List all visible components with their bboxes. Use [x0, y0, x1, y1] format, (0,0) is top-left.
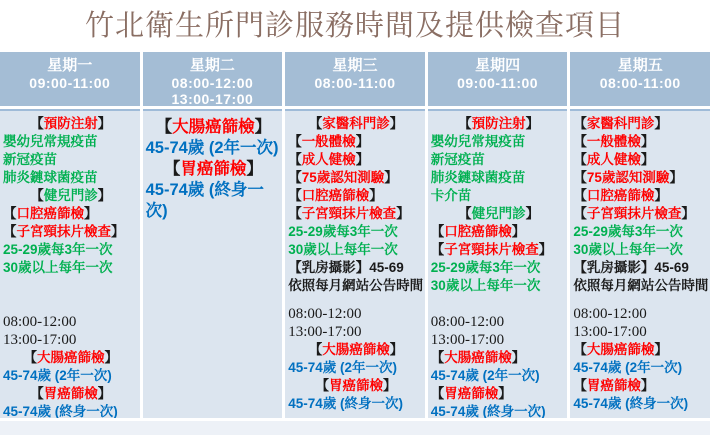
bracket: 【	[573, 206, 587, 221]
schedule-item	[3, 133, 139, 151]
schedule-item	[573, 187, 709, 205]
bracket: 【	[23, 350, 38, 365]
schedule-item	[288, 305, 424, 323]
bracket: 【	[573, 116, 587, 131]
schedule-item	[288, 241, 424, 259]
schedule-item	[573, 277, 709, 295]
schedule-item	[431, 349, 567, 367]
item-text: 肺炎鏈球菌疫苗	[430, 170, 526, 185]
bracket: 】	[369, 188, 383, 203]
schedule-item	[3, 205, 139, 223]
item-text: 30歲以上每年一次	[430, 278, 541, 293]
item-text: 大腸癌篩檢	[322, 342, 390, 357]
schedule-item	[573, 205, 709, 223]
item-text: 胃癌篩檢	[180, 160, 247, 178]
bracket: 【	[288, 152, 302, 167]
item-text: 家醫科門診	[586, 116, 655, 131]
item-text: 45-69	[369, 260, 404, 275]
item-text: 45-74歲 (終身一次)	[3, 404, 118, 418]
item-text: 健兒門診	[43, 188, 98, 203]
schedule-item	[573, 359, 709, 377]
schedule-item	[573, 377, 709, 395]
item-text: 45-74歲 (2年一次)	[430, 368, 540, 383]
item-text: 08:00-12:00	[430, 314, 505, 330]
page-title: 竹北衛生所門診服務時間及提供檢查項目	[84, 10, 625, 42]
day-name: 星期五	[617, 57, 663, 74]
item-text: 乳房攝影	[301, 260, 356, 275]
bracket: 【	[288, 170, 302, 185]
schedule-item	[288, 133, 424, 151]
schedule-item	[3, 367, 139, 385]
item-text: 大腸癌篩檢	[37, 350, 105, 365]
item-text: 胃癌篩檢	[586, 378, 641, 393]
schedule-item	[431, 277, 567, 295]
item-text: 依照每月網站公告時間	[288, 278, 424, 293]
item-text: 胃癌篩檢	[43, 386, 98, 401]
bracket: 【	[3, 206, 17, 221]
day-hours: 09:00-11:00	[29, 75, 111, 91]
schedule-item	[288, 223, 424, 241]
item-text: 45-69	[654, 260, 689, 275]
item-text: 成人健檢	[586, 152, 641, 167]
item-text: 乳房攝影	[586, 260, 641, 275]
item-text: 45-74歲 (2年一次)	[3, 368, 112, 383]
schedule-item	[288, 341, 424, 359]
bracket: 【	[288, 206, 302, 221]
item-text: 13:00-17:00	[3, 332, 77, 348]
item-text: 一般體檢	[301, 134, 356, 149]
item-text: 一般體檢	[586, 134, 641, 149]
bracket: 【	[163, 160, 181, 178]
item-text: 08:00-12:00	[573, 306, 647, 322]
schedule-item	[431, 169, 567, 187]
item-text: 45-74歲 (終身一次)	[288, 396, 403, 411]
item-text: 新冠疫苗	[3, 152, 57, 167]
day-body	[285, 109, 425, 418]
day-body	[570, 109, 710, 418]
schedule-item	[573, 241, 709, 259]
bracket: 【	[288, 260, 302, 275]
item-text: 口腔癌篩檢	[16, 206, 84, 221]
bracket: 【	[308, 342, 323, 357]
bracket: 【	[573, 170, 587, 185]
bracket: 】	[498, 386, 512, 401]
day-column	[570, 52, 710, 418]
schedule-item	[146, 138, 282, 159]
bracket: 】	[97, 386, 112, 401]
schedule-item	[3, 259, 139, 277]
bracket: 】	[654, 116, 668, 131]
bracket: 【	[458, 116, 472, 131]
schedule-item	[288, 187, 424, 205]
item-text: 大腸癌篩檢	[586, 342, 655, 357]
item-text: 30歲以上每年一次	[3, 260, 113, 275]
bracket: 【	[30, 116, 44, 131]
spacer	[431, 295, 567, 313]
bracket: 【	[573, 260, 587, 275]
day-column	[143, 52, 283, 418]
day-body	[143, 109, 283, 418]
schedule-item	[431, 115, 567, 133]
bracket: 【	[573, 342, 587, 357]
schedule-item	[288, 169, 424, 187]
schedule-item	[573, 115, 709, 133]
bracket: 】	[396, 206, 410, 221]
bracket: 】	[355, 260, 370, 275]
item-text: 大腸癌篩檢	[172, 118, 255, 136]
bracket: 】	[389, 342, 404, 357]
bracket: 【	[430, 242, 445, 257]
bracket: 】	[104, 350, 119, 365]
day-header	[143, 52, 283, 106]
schedule-item	[3, 241, 139, 259]
bracket: 【	[573, 134, 587, 149]
schedule-item	[431, 259, 567, 277]
bracket: 【	[573, 378, 587, 393]
schedule-item	[431, 223, 567, 241]
schedule-item	[573, 169, 709, 187]
schedule-item	[573, 133, 709, 151]
item-text: 胃癌篩檢	[328, 378, 383, 393]
item-text: 口腔癌篩檢	[586, 188, 655, 203]
item-text: 口腔癌篩檢	[444, 224, 512, 239]
schedule-item	[573, 151, 709, 169]
schedule-item	[573, 323, 709, 341]
bracket: 【	[573, 152, 587, 167]
schedule-item	[146, 180, 282, 222]
day-hours: 08:00-12:00	[171, 75, 254, 91]
bracket: 【	[315, 378, 329, 393]
schedule-item	[431, 403, 567, 418]
item-text: 25-29歲每3年一次	[288, 224, 398, 239]
spacer	[288, 295, 424, 305]
item-text: 健兒門診	[471, 206, 526, 221]
item-text: 25-29歲每3年一次	[573, 224, 683, 239]
schedule-item	[288, 359, 424, 377]
bracket: 】	[355, 134, 370, 149]
item-text: 75歲認知測驗	[586, 170, 670, 185]
bracket: 】	[97, 188, 112, 203]
item-text: 子宮頸抹片檢查	[586, 206, 682, 221]
schedule-item	[3, 331, 139, 349]
bracket: 】	[654, 342, 668, 357]
bracket: 】	[525, 206, 540, 221]
schedule-item	[288, 377, 424, 395]
bracket: 】	[669, 170, 683, 185]
item-text: 口腔癌篩檢	[301, 188, 370, 203]
bracket: 】	[97, 116, 112, 131]
schedule-item	[573, 395, 709, 413]
item-text: 嬰幼兒常規疫苗	[430, 134, 526, 149]
bracket: 】	[654, 188, 668, 203]
schedule-item	[573, 223, 709, 241]
bracket: 】	[384, 170, 398, 185]
item-text: 30歲以上每年一次	[573, 242, 683, 257]
day-body	[0, 109, 140, 418]
bracket: 【	[30, 386, 44, 401]
bracket: 】	[511, 224, 526, 239]
day-header	[0, 52, 140, 106]
item-text: 45-74歲 (終身一次)	[430, 404, 546, 418]
schedule-item	[3, 223, 139, 241]
bracket: 】	[254, 118, 272, 136]
schedule-item	[431, 385, 567, 403]
schedule-item	[431, 187, 567, 205]
day-name: 星期一	[47, 57, 93, 74]
schedule-item	[288, 277, 424, 295]
item-text: 成人健檢	[301, 152, 356, 167]
bracket: 】	[111, 224, 125, 239]
bracket: 】	[640, 378, 655, 393]
item-text: 胃癌篩檢	[444, 386, 499, 401]
schedule-item	[288, 205, 424, 223]
day-header	[570, 52, 710, 106]
schedule-item	[431, 205, 567, 223]
bracket: 】	[525, 116, 540, 131]
bracket: 】	[681, 206, 695, 221]
bracket: 】	[640, 260, 655, 275]
schedule-item	[431, 331, 567, 349]
day-name: 星期三	[332, 57, 378, 74]
schedule-item	[3, 151, 139, 169]
day-header	[285, 52, 425, 106]
bracket: 】	[640, 134, 655, 149]
schedule-item	[573, 305, 709, 323]
item-text: 依照每月網站公告時間	[573, 278, 709, 293]
item-text: 08:00-12:00	[3, 314, 77, 330]
item-text: 45-74歲 (終身一次)	[573, 396, 689, 411]
item-text: 45-74歲 (2年一次)	[145, 139, 279, 157]
item-text: 預防注射	[471, 116, 526, 131]
day-column	[285, 52, 425, 418]
bracket: 【	[430, 386, 445, 401]
item-text: 25-29歲每3年一次	[430, 260, 541, 275]
item-text: 肺炎鏈球菌疫苗	[3, 170, 98, 185]
schedule-item	[3, 403, 139, 418]
item-text: 45-74歲 (2年一次)	[288, 360, 397, 375]
schedule-item	[431, 151, 567, 169]
spacer	[3, 277, 139, 313]
bottom-strip	[0, 421, 710, 435]
bracket: 】	[246, 160, 263, 178]
schedule-item	[3, 313, 139, 331]
item-text: 預防注射	[43, 116, 98, 131]
schedule-item	[288, 151, 424, 169]
bracket: 【	[3, 224, 17, 239]
item-text: 新冠疫苗	[430, 152, 485, 167]
schedule-table	[0, 52, 710, 418]
item-text: 13:00-17:00	[430, 332, 505, 348]
item-text: 卡介苗	[430, 188, 472, 203]
schedule-item	[3, 169, 139, 187]
schedule-item	[146, 159, 282, 180]
day-header	[428, 52, 568, 106]
day-name: 星期二	[189, 57, 235, 74]
schedule-item	[431, 241, 567, 259]
schedule-item	[431, 313, 567, 331]
day-hours: 08:00-11:00	[314, 75, 396, 91]
bracket: 【	[430, 224, 445, 239]
spacer	[573, 295, 709, 305]
item-text: 子宮頸抹片檢查	[16, 224, 111, 239]
day-column	[428, 52, 568, 418]
bracket: 】	[640, 152, 655, 167]
item-text: 子宮頸抹片檢查	[444, 242, 539, 257]
schedule-item	[288, 395, 424, 413]
schedule-item	[431, 133, 567, 151]
bracket: 】	[84, 206, 98, 221]
item-text: 家醫科門診	[322, 116, 390, 131]
schedule-item	[288, 115, 424, 133]
day-hours: 08:00-11:00	[599, 75, 681, 91]
item-text: 75歲認知測驗	[301, 170, 385, 185]
day-hours: 09:00-11:00	[457, 75, 539, 91]
item-text: 45-74歲 (終身一次)	[145, 181, 264, 220]
bracket: 】	[538, 242, 553, 257]
schedule-item	[288, 323, 424, 341]
item-text: 25-29歲每3年一次	[3, 242, 113, 257]
item-text: 大腸癌篩檢	[444, 350, 512, 365]
bracket: 】	[511, 350, 526, 365]
item-text: 13:00-17:00	[288, 324, 362, 340]
item-text: 13:00-17:00	[573, 324, 647, 340]
schedule-item	[3, 385, 139, 403]
item-text: 嬰幼兒常規疫苗	[3, 134, 98, 149]
schedule-item	[146, 117, 282, 138]
item-text: 08:00-12:00	[288, 306, 362, 322]
day-hours: 13:00-17:00	[171, 91, 254, 107]
bracket: 【	[458, 206, 472, 221]
day-name: 星期四	[475, 57, 521, 74]
schedule-item	[431, 367, 567, 385]
bracket: 】	[382, 378, 397, 393]
bracket: 【	[308, 116, 323, 131]
item-text: 30歲以上每年一次	[288, 242, 398, 257]
item-text: 45-74歲 (2年一次)	[573, 360, 683, 375]
bracket: 【	[573, 188, 587, 203]
bracket: 】	[355, 152, 370, 167]
bracket: 【	[288, 188, 302, 203]
schedule-item	[573, 259, 709, 277]
item-text: 子宮頸抹片檢查	[301, 206, 397, 221]
schedule-item	[3, 349, 139, 367]
bracket: 【	[430, 350, 445, 365]
bracket: 【	[30, 188, 44, 203]
schedule-item	[3, 187, 139, 205]
day-column	[0, 52, 140, 418]
schedule-item	[288, 259, 424, 277]
schedule-item	[3, 115, 139, 133]
schedule-item	[573, 341, 709, 359]
bracket: 】	[389, 116, 404, 131]
day-body	[428, 109, 568, 418]
bracket: 【	[288, 134, 302, 149]
bracket: 【	[155, 118, 173, 136]
